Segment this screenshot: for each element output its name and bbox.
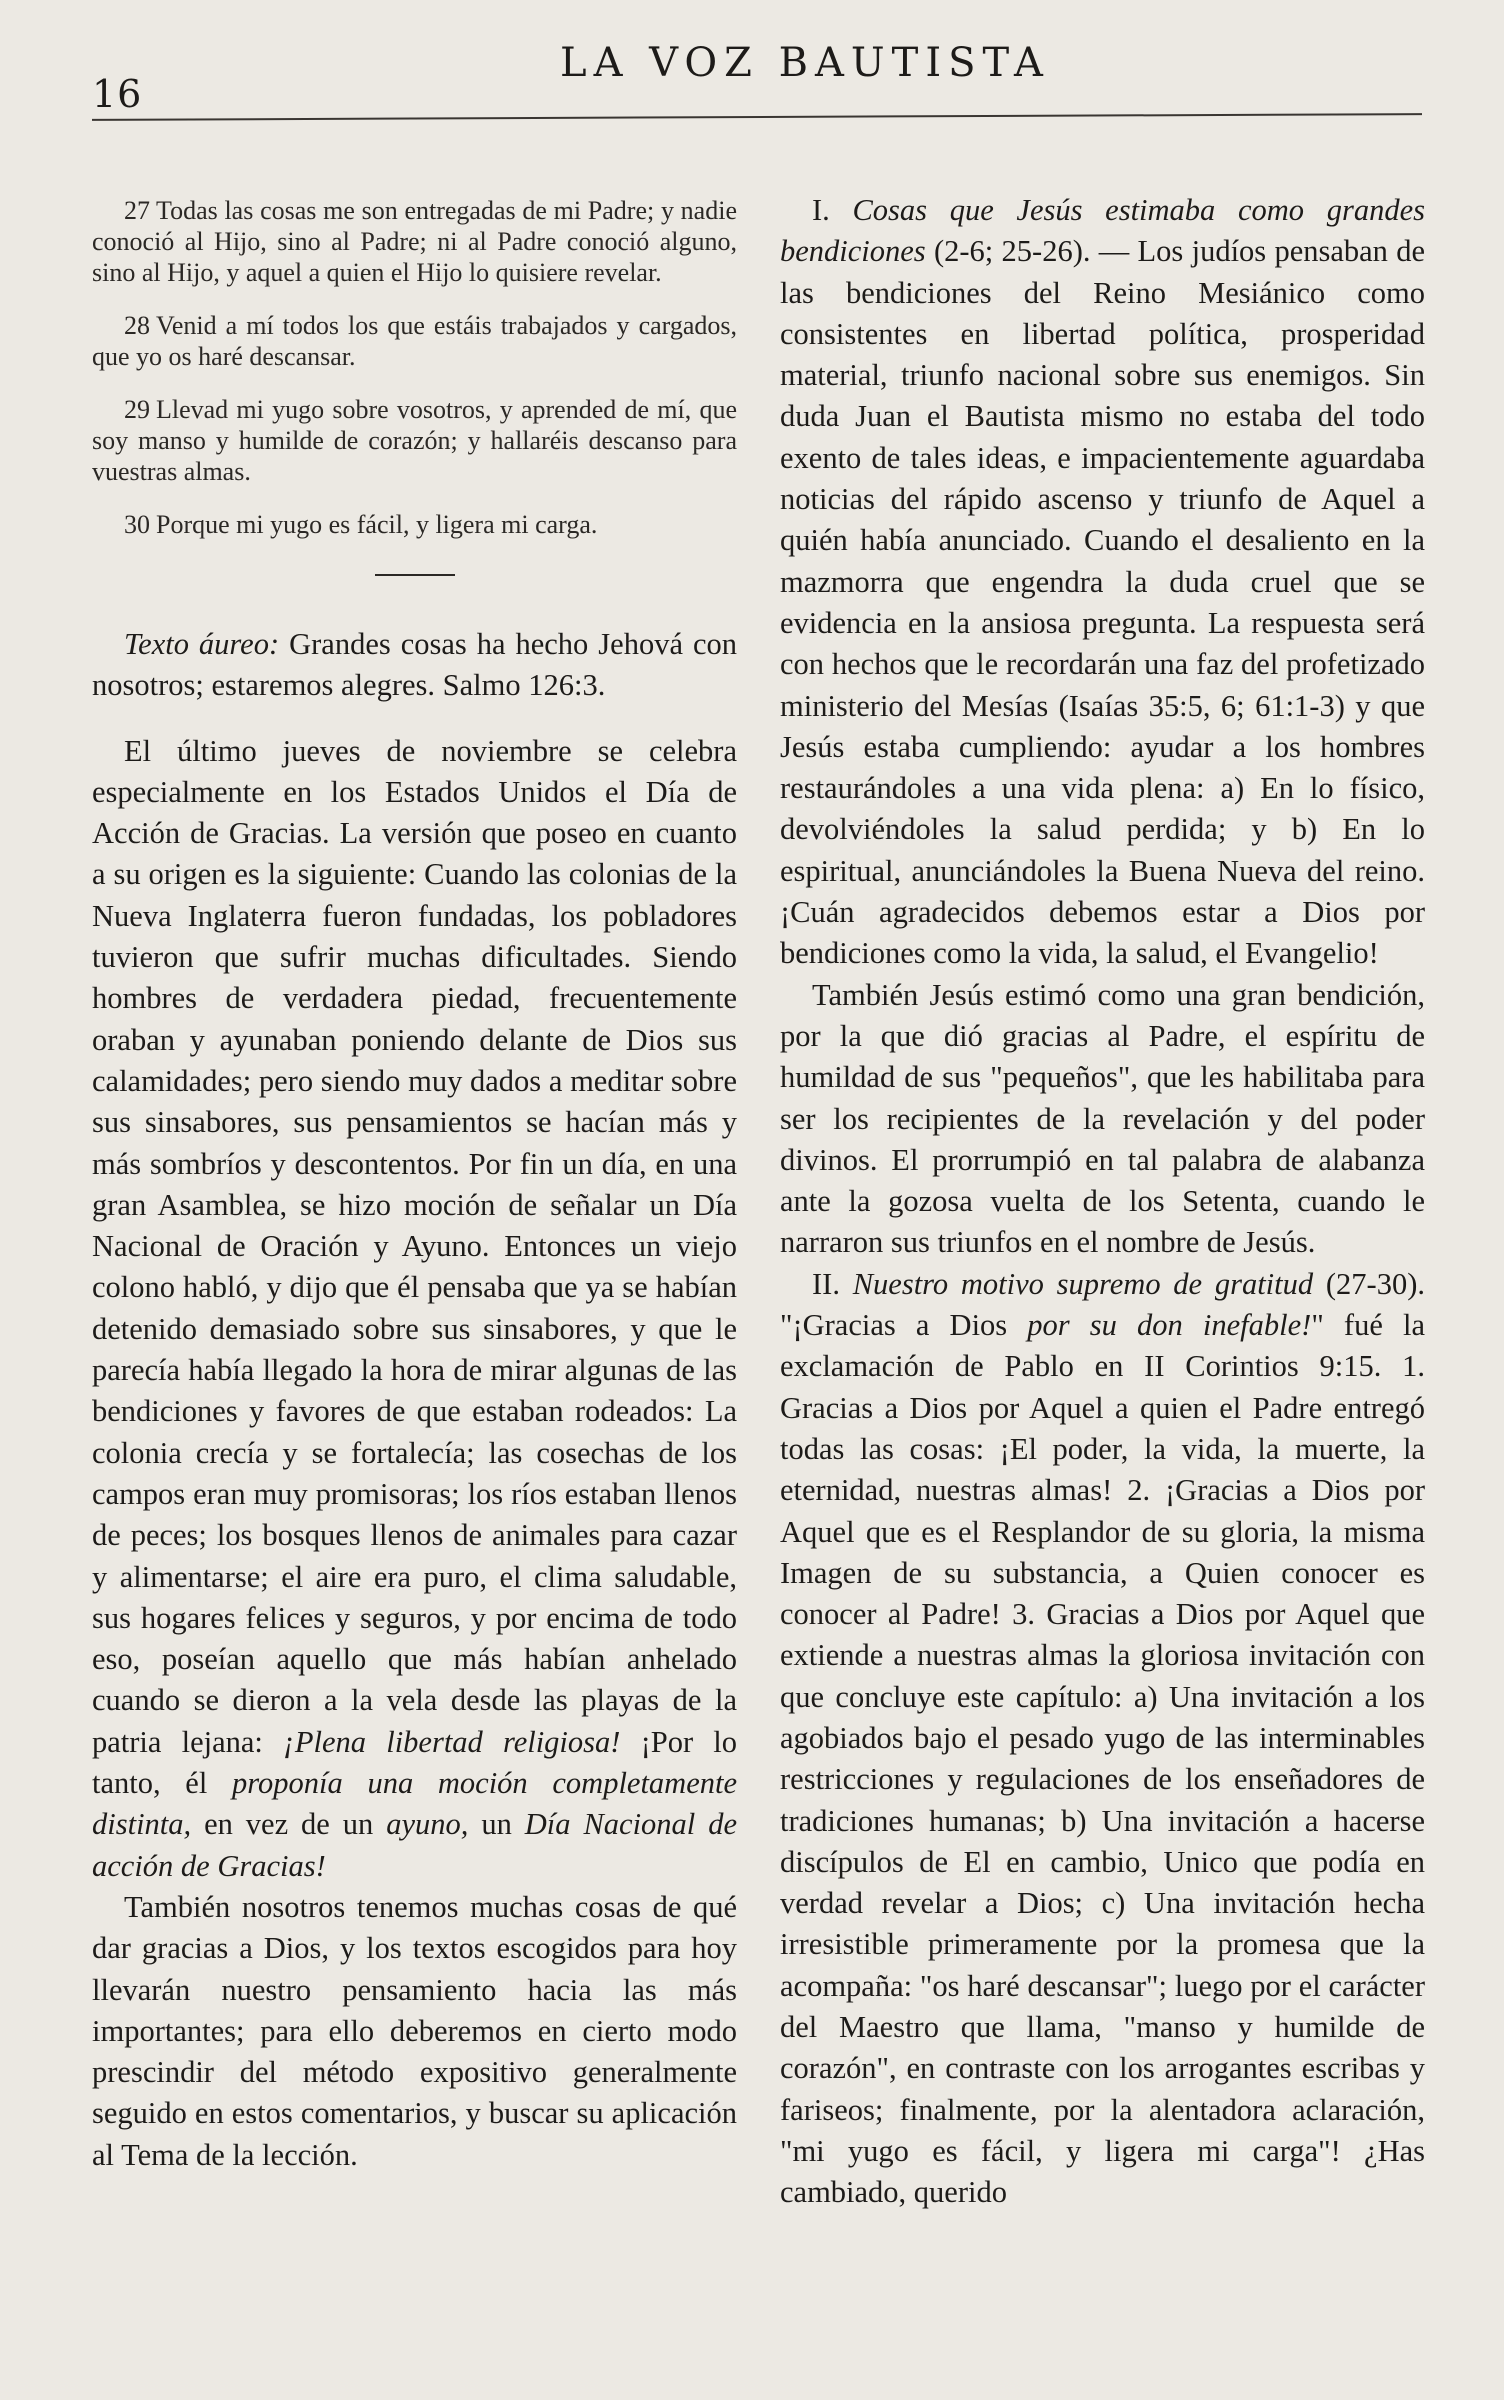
paragraph: También Jesús estimó como una gran bendición, por la que dió gracias al Padre, el espíritu de humildad de sus "pequeños", que les habilitaba para ser los recipientes de la revelación y del poder divinos. El prorrumpió en tal palabra de alabanza ante la gozosa vuelta de los Setenta, cuando le narraron sus triunfos en el nombre de Jesús. xyxy=(780,977,1425,1260)
golden-text-body: Grandes cosas ha hecho Jehová con nosotros; estaremos alegres. Salmo 126:3. xyxy=(92,627,737,703)
page-number: 16 xyxy=(92,72,143,116)
verse-30 xyxy=(92,509,737,540)
verse-text: Venid a mí todos los que estáis trabajados y cargados, que yo os haré descansar. xyxy=(92,311,737,371)
verse-number: 27 xyxy=(124,196,150,225)
paragraph-text: (27-30). "¡Gracias a Dios xyxy=(780,1266,1425,1343)
paragraph-text: " fué la exclamación de Pablo en II Corintios 9:15. 1. Gracias a Dios por Aquel a quien el Padre entregó todas las cosas: ¡El poder, la vida, la muerte, la eternidad, nuestras almas! 2. ¡Gracias a Dios por Aquel que es el Resplandor de su gloria, la misma Imagen de su substancia, a Quien conocer es conocer al Padre! 3. Gracias a Dios por Aquel que extiende a nuestras almas la gloriosa invitación con que concluye este capítulo: a) Una invitación a los agobiados bajo el pesado yugo de las interminables restricciones y regulaciones de los enseñadores de tradiciones humanas; b) Una invitación a hacerse discípulos de El en cambio, Unico que podía en verdad revelar a Dios; c) Una invitación hecha irresistible primeramente por la promesa que la acompaña: "os haré descansar"; luego por el carácter del Maestro que llama, "manso y humilde de corazón", en contraste con los arrogantes escribas y fariseos; finalmente, por la alentadora aclaración, "mi yugo es fácil, y ligera mi carga"! ¿Has cambiado, querido xyxy=(780,1308,1425,2210)
verse-number: 29 xyxy=(124,395,150,424)
paragraph: También nosotros tenemos muchas cosas de qué dar gracias a Dios, y los textos escogidos para hoy llevarán nuestro pensamiento hacia las más importantes; para ello deberemos en cierto modo prescindir del método expositivo generalmente seguido en estos comentarios, y buscar su aplicación al Tema de la lección. xyxy=(92,1889,737,2172)
verse-text: Porque mi yugo es fácil, y ligera mi carga. xyxy=(156,510,598,539)
section-title: Nuestro motivo supremo de gratitud xyxy=(852,1266,1314,1301)
section-one xyxy=(780,190,1425,975)
paragraph-text: un xyxy=(468,1807,525,1842)
section-number: II. xyxy=(812,1266,853,1301)
section-divider xyxy=(375,574,455,576)
golden-text-label: Texto áureo: xyxy=(124,627,280,661)
scripture-verses xyxy=(92,195,737,540)
verse-29 xyxy=(92,394,737,487)
emphasis: Día Nacional de acción de Gracias! xyxy=(92,1807,737,1883)
paragraph-text: ¡Por lo tanto, él xyxy=(92,1724,738,1801)
verse-text: Llevad mi yugo sobre vosotros, y aprended de mí, que soy manso y humilde de corazón; y hallaréis descanso para vuestras almas. xyxy=(92,395,737,486)
verse-28 xyxy=(92,310,737,372)
emphasis: proponía una moción completamente distinta, xyxy=(92,1766,738,1842)
page-header xyxy=(0,0,1504,130)
emphasis: ayuno, xyxy=(386,1807,469,1842)
paragraph xyxy=(92,731,737,1887)
left-column xyxy=(92,195,737,2176)
verse-text: Todas las cosas me son entregadas de mi Padre; y nadie conoció al Hijo, sino al Padre; ni al Padre conoció alguno, sino al Hijo, y aquel a quien el Hijo lo quisiere revelar. xyxy=(92,196,737,287)
emphasis: ¡Plena libertad religiosa! xyxy=(283,1724,621,1759)
golden-text xyxy=(92,624,737,707)
left-body xyxy=(92,731,737,2176)
section-number: I. xyxy=(812,193,853,227)
right-column xyxy=(780,190,1425,2214)
verse-27 xyxy=(92,195,737,288)
section-two xyxy=(780,1264,1425,2214)
journal-title: LA VOZ BAUTISTA xyxy=(560,40,1050,86)
emphasis: por su don inefable! xyxy=(1027,1308,1312,1343)
paragraph-text: (2-6; 25-26). — Los judíos pensaban de las bendiciones del Reino Mesiánico como consistentes en libertad política, prosperidad material, triunfo nacional sobre sus enemigos. Sin duda Juan el Bautista mismo no estaba del todo exento de tales ideas, e impacientemente aguardaba noticias del rápido ascenso y triunfo de Aquel a quién había anunciado. Cuando el desaliento en la mazmorra que engendra la duda cruel que se evidencia en la ansiosa pregunta. La respuesta será con hechos que le recordarán una faz del profetizado ministerio del Mesías (Isaías 35:5, 6; 61:1-3) y que Jesús estaba cumpliendo: ayudar a los hombres restaurándoles a una vida plena: a) En lo físico, devolviéndoles la salud perdida; y b) En lo espiritual, anunciándoles la Buena Nueva del reino. ¡Cuán agradecidos debemos estar a Dios por bendiciones como la vida, la salud, el Evangelio! xyxy=(780,234,1425,971)
paragraph-text: en vez de un xyxy=(191,1807,387,1842)
paragraph-text: El último jueves de noviembre se celebra especialmente en los Estados Unidos el Día de Acción de Gracias. La versión que poseo en cuanto a su origen es la siguiente: Cuando las colonias de la Nueva Inglaterra fueron fundadas, los pobladores tuvieron que sufrir muchas dificultades. Siendo hombres de verdadera piedad, frecuentemente oraban y ayunaban poniendo delante de Dios sus calamidades; pero siendo muy dados a meditar sobre sus sinsabores, sus pensamientos se hacían más y más sombríos y descontentos. Por fin un día, en una gran Asamblea, se hizo moción de señalar un Día Nacional de Oración y Ayuno. Entonces un viejo colono habló, y dijo que él pensaba que ya se habían detenido demasiado sobre sus sinsabores, y que le parecía había llegado la hora de mirar algunas de las bendiciones y favores de que estaban rodeados: La colonia crecía y se fortalecía; las cosechas de los campos eran muy promisoras; los ríos estaban llenos de peces; los bosques llenos de animales para cazar y alimentarse; el aire era puro, el clima saludable, sus hogares felices y seguros, y por encima de todo eso, poseían aquello que más habían anhelado cuando se dieron a la vela desde las playas de la patria lejana: xyxy=(92,733,737,1759)
header-rule xyxy=(92,113,1422,121)
verse-number: 30 xyxy=(124,510,150,539)
verse-number: 28 xyxy=(124,311,150,340)
section-title: Cosas que Jesús estimaba como grandes bendiciones xyxy=(780,193,1425,269)
